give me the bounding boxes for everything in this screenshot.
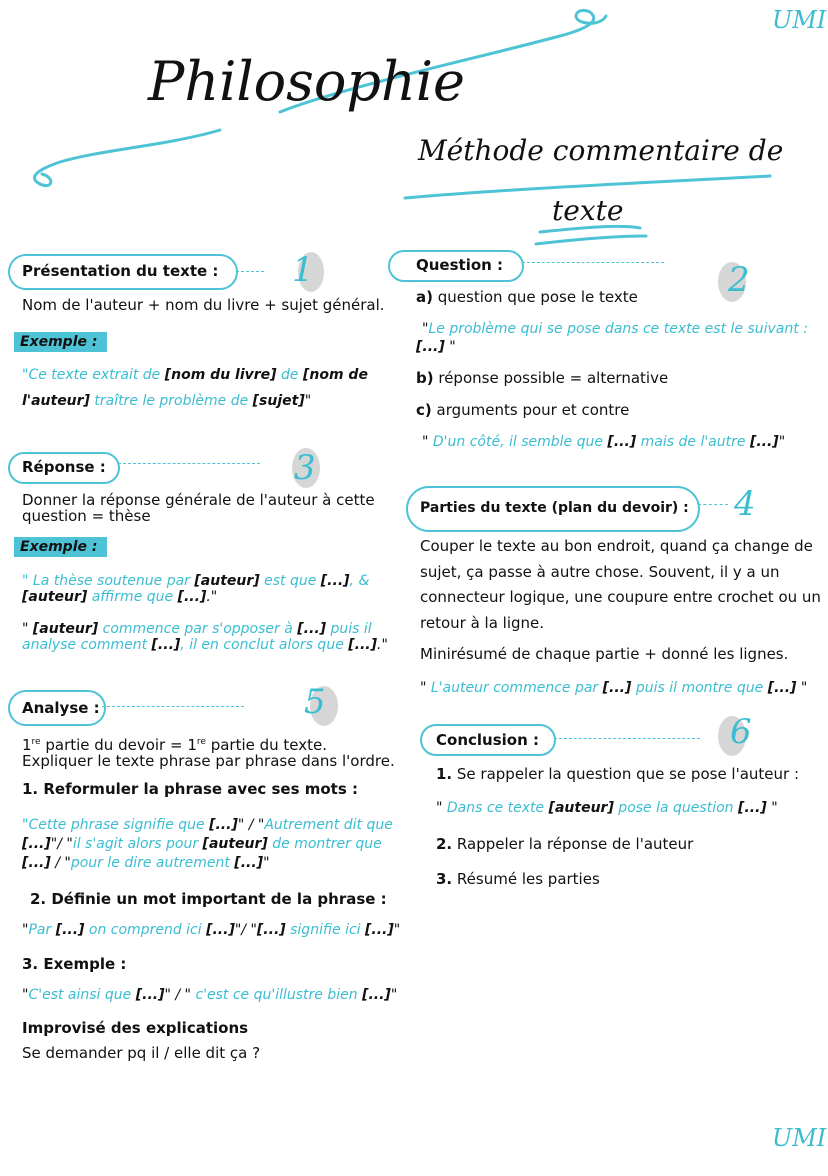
page-subtitle-line2: texte xyxy=(552,194,624,227)
analyse-step-2-heading: 2. Définie un mot important de la phrase : xyxy=(30,890,387,908)
reponse-example-1: " La thèse soutenue par [auteur] est que [...], & [auteur] affirme que [...]." xyxy=(22,573,370,605)
parties-paragraph-2: Minirésumé de chaque partie + donné les lignes. xyxy=(420,645,789,663)
conclusion-item-2: 2. Rappeler la réponse de l'auteur xyxy=(436,835,694,853)
presentation-heading: Présentation du texte : xyxy=(22,262,219,280)
section-number-3: 3 xyxy=(294,448,316,488)
question-item-c: c) arguments pour et contre xyxy=(416,401,630,419)
analyse-step-1-example: "Cette phrase signifie que [...]" / "Autrement dit que [...]"/ "il s'agit alors pour [auteur] de montrer que [...] / "pour le dire autrement [...]" xyxy=(22,817,393,871)
example-label: Exemple : xyxy=(14,539,107,556)
presentation-example: "Ce texte extrait de [nom du livre] de [nom de l'auteur] traître le problème de [sujet]" xyxy=(22,367,368,409)
decorative-swirls xyxy=(0,0,828,260)
analyse-step-3-heading: 3. Exemple : xyxy=(22,955,127,973)
heading-dash xyxy=(236,271,264,272)
section-number-1: 1 xyxy=(292,250,314,290)
logo-top: UMI xyxy=(772,6,827,34)
analyse-step-3-example: "C'est ainsi que [...]" / " c'est ce qu'illustre bien [...]" xyxy=(22,987,398,1003)
section-number-6: 6 xyxy=(730,712,752,752)
page-title: Philosophie xyxy=(148,50,465,113)
reponse-heading: Réponse : xyxy=(22,458,106,476)
parties-example: " L'auteur commence par [...] puis il montre que [...] " xyxy=(420,680,808,696)
analyse-intro: 1re partie du devoir = 1re partie du texte. Expliquer le texte phrase par phrase dans l'ordre. xyxy=(22,736,395,770)
reponse-example-2: " [auteur] commence par s'opposer à [...] puis il analyse comment [...], il en conclut alors que [...]." xyxy=(22,621,388,653)
parties-paragraph-1: Couper le texte au bon endroit, quand ça change de sujet, ça passe à autre chose. Souvent, il y a un connecteur logique, une coupure entre crochet ou un retour à la ligne. xyxy=(420,537,821,632)
presentation-description: Nom de l'auteur + nom du livre + sujet général. xyxy=(22,296,385,314)
page-subtitle: Méthode commentaire de xyxy=(418,134,784,167)
heading-dash xyxy=(522,262,664,263)
analyse-step-1-heading: 1. Reformuler la phrase avec ses mots : xyxy=(22,780,358,798)
conclusion-item-1: 1. Se rappeler la question que se pose l'auteur : xyxy=(436,765,800,783)
question-example-1: "Le problème qui se pose dans ce texte est le suivant : [...] " xyxy=(416,321,808,355)
section-number-4: 4 xyxy=(734,484,756,524)
question-heading: Question : xyxy=(416,256,504,274)
section-number-2: 2 xyxy=(728,260,750,300)
example-label: Exemple : xyxy=(14,334,107,351)
analyse-heading: Analyse : xyxy=(22,699,100,717)
question-example-2: " D'un côté, il semble que [...] mais de l'autre [...]" xyxy=(422,434,786,450)
question-item-a: a) question que pose le texte xyxy=(416,288,638,306)
conclusion-heading: Conclusion : xyxy=(436,731,539,749)
analyse-step-4-text: Se demander pq il / elle dit ça ? xyxy=(22,1044,261,1062)
section-number-5: 5 xyxy=(304,682,326,722)
heading-dash xyxy=(698,504,728,505)
heading-dash xyxy=(554,738,700,739)
analyse-step-2-example: "Par [...] on comprend ici [...]"/ "[...] signifie ici [...]" xyxy=(22,922,401,938)
question-item-b: b) réponse possible = alternative xyxy=(416,369,669,387)
heading-dash xyxy=(102,706,244,707)
heading-dash xyxy=(118,463,260,464)
logo-bottom: UMI xyxy=(772,1124,827,1152)
reponse-description: Donner la réponse générale de l'auteur à cette question = thèse xyxy=(22,491,375,525)
conclusion-item-3: 3. Résumé les parties xyxy=(436,870,600,888)
parties-heading: Parties du texte (plan du devoir) : xyxy=(420,500,689,516)
conclusion-example: " Dans ce texte [auteur] pose la question [...] " xyxy=(436,800,778,816)
analyse-step-4-heading: Improvisé des explications xyxy=(22,1019,249,1037)
